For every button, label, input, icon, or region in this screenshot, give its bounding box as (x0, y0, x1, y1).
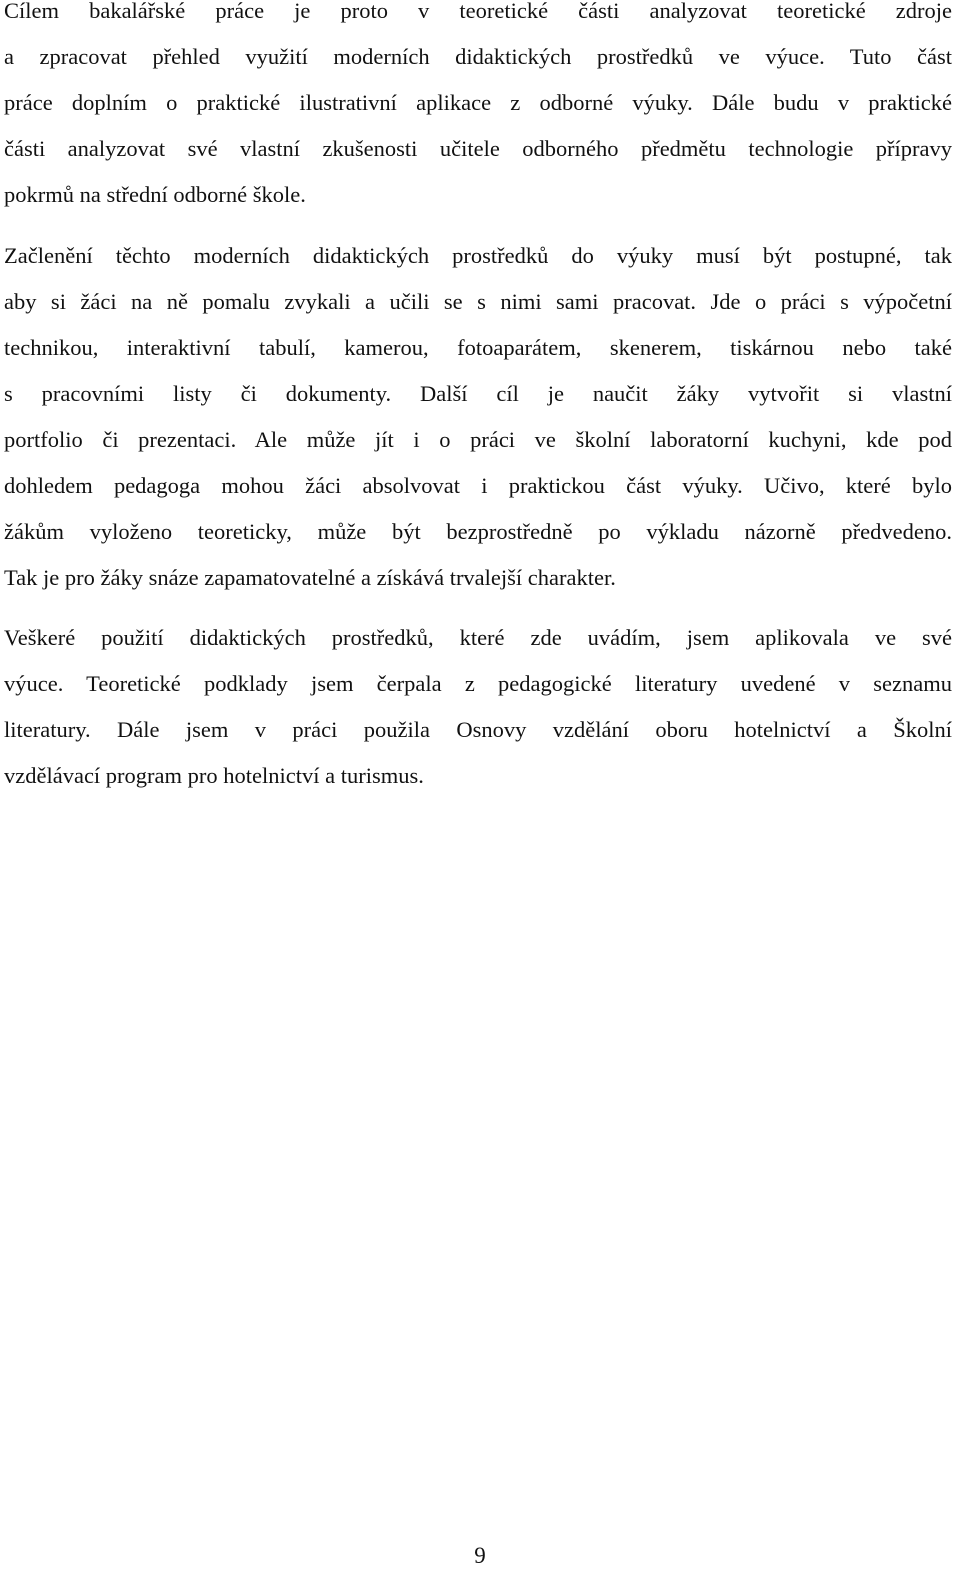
text-line: technikou, interaktivní tabulí, kamerou, fotoaparátem, skenerem, tiskárnou nebo také (4, 335, 952, 360)
text-line: literatury. Dále jsem v práci použila Osnovy vzdělání oboru hotelnictví a Školní (4, 717, 952, 742)
text-line: dohledem pedagoga mohou žáci absolvovat i praktickou část výuky. Učivo, které bylo (4, 473, 952, 498)
text-line: s pracovními listy či dokumenty. Další cíl je naučit žáky vytvořit si vlastní (4, 381, 952, 406)
text-line: výuce. Teoretické podklady jsem čerpala z pedagogické literatury uvedené v seznamu (4, 671, 952, 696)
paragraph-1 (4, 0, 952, 230)
text-line: a zpracovat přehled využití moderních didaktických prostředků ve výuce. Tuto část (4, 44, 952, 69)
text-line: vzdělávací program pro hotelnictví a turismus. (4, 763, 424, 788)
text-line: aby si žáci na ně pomalu zvykali a učili se s nimi sami pracovat. Jde o práci s výpočetní (4, 289, 952, 314)
text-line: práce doplním o praktické ilustrativní aplikace z odborné výuky. Dále budu v praktické (4, 90, 952, 115)
text-line: Veškeré použití didaktických prostředků, které zde uvádím, jsem aplikovala ve své (4, 625, 952, 650)
paragraph-3 (4, 627, 952, 811)
text-line: části analyzovat své vlastní zkušenosti učitele odborného předmětu technologie přípravy (4, 136, 952, 161)
page-number: 9 (474, 1543, 486, 1568)
text-line: portfolio či prezentaci. Ale může jít i o práci ve školní laboratorní kuchyni, kde pod (4, 427, 952, 452)
text-line: Tak je pro žáky snáze zapamatovatelné a získává trvalejší charakter. (4, 565, 616, 590)
text-line: Začlenění těchto moderních didaktických prostředků do výuky musí být postupné, tak (4, 243, 952, 268)
text-line: pokrmů na střední odborné škole. (4, 182, 306, 207)
text-line: žákům vyloženo teoreticky, může být bezprostředně po výkladu názorně předvedeno. (4, 519, 952, 544)
paragraph-2 (4, 245, 952, 613)
text-line: Cílem bakalářské práce je proto v teoretické části analyzovat teoretické zdroje (4, 0, 952, 23)
